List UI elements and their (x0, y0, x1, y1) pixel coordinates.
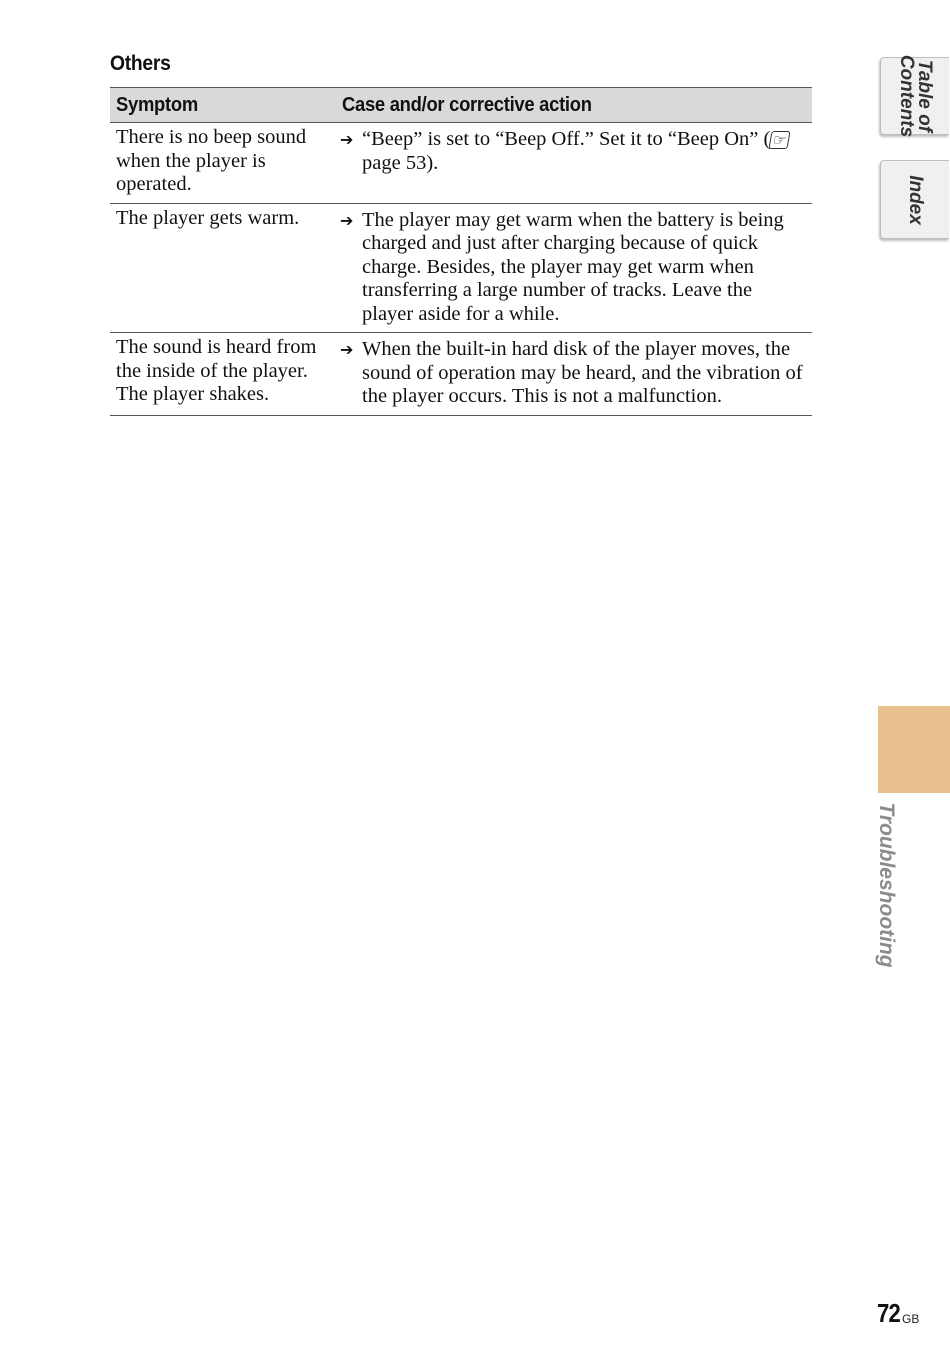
arrow-right-icon: ➔ (340, 340, 354, 359)
table-row (110, 333, 812, 416)
page-number: 72 (877, 1298, 900, 1328)
index-tab[interactable] (880, 160, 949, 239)
symptom-cell: The sound is heard from the inside of the player. The player shakes. (110, 333, 336, 416)
action-text: When the built-in hard disk of the player moves, the sound of operation may be heard, and the vibration of the player occurs. This is not a malfunction. (362, 338, 803, 407)
troubleshooting-table (110, 87, 812, 416)
symptom-cell: The player gets warm. (110, 203, 336, 333)
action-header: Case and/or corrective action (336, 88, 812, 123)
section-marker (878, 706, 950, 793)
arrow-right-icon: ➔ (340, 130, 354, 149)
pointing-hand-icon: ☞ (769, 131, 792, 149)
symptom-header: Symptom (110, 88, 336, 123)
table-row (110, 203, 812, 333)
page-suffix: GB (902, 1312, 920, 1326)
action-cell (336, 333, 812, 416)
action-text: The player may get warm when the battery is being charged and just after charging because of quick charge. Besides, the player may get warm when transferring a large number of tracks. Leave the player aside for a while. (362, 208, 784, 325)
symptom-cell: There is no beep sound when the player is operated. (110, 123, 336, 204)
table-header-row (110, 88, 812, 123)
index-label: Index (905, 174, 926, 225)
table-of-contents-label: Table of Contents (896, 54, 935, 138)
page-reference-link[interactable]: page 53). (362, 151, 439, 174)
action-text: “Beep” is set to “Beep Off.” Set it to “Beep On” (☞page 53). (362, 128, 808, 175)
section-label: Troubleshooting (875, 802, 898, 968)
action-cell (336, 123, 812, 204)
table-row (110, 123, 812, 204)
action-cell (336, 203, 812, 333)
table-of-contents-tab[interactable] (880, 54, 949, 138)
arrow-right-icon: ➔ (340, 210, 354, 230)
section-title: Others (110, 52, 171, 75)
